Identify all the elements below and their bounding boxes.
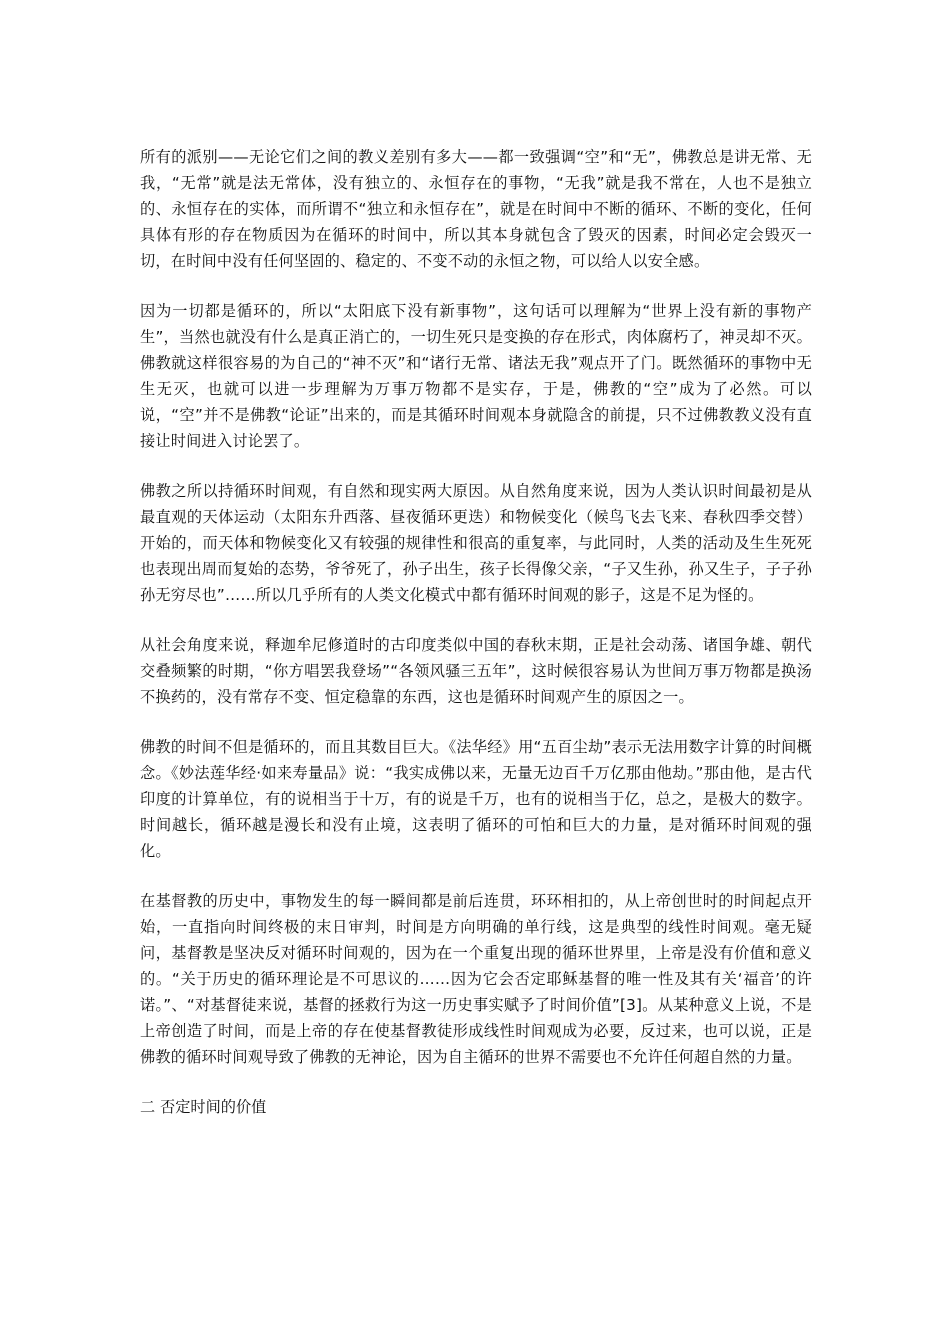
section-heading: 二 否定时间的价值: [140, 1098, 267, 1116]
paragraph-5: 佛教的时间不但是循环的，而且其数目巨大。《法华经》用“五百尘劫”表示无法用数字计算的时间概念。《妙法莲华经·如来寿量品》说：“我实成佛以来，无量无边百千万亿那由他劫。”那由他，是古代印度的计算单位，有的说相当于十万，有的说是千万，也有的说相当于亿，总之，是极大的数字。时间越长，循环越是漫长和没有止境，这表明了循环的可怕和巨大的力量，是对循环时间观的强化。: [140, 738, 812, 860]
document-body: [140, 144, 812, 1120]
paragraph-1: 所有的派别——无论它们之间的教义差别有多大——都一致强调“空”和“无”，佛教总是讲无常、无我，“无常”就是法无常体，没有独立的、永恒存在的事物，“无我”就是我不常在，人也不是独立的、永恒存在的实体，而所谓不“独立和永恒存在”，就是在时间中不断的循环、不断的变化，任何具体有形的存在物质因为在循环的时间中，所以其本身就包含了毁灭的因素，时间必定会毁灭一切，在时间中没有任何坚固的、稳定的、不变不动的永恒之物，可以给人以安全感。: [140, 148, 812, 270]
paragraph-3: 佛教之所以持循环时间观，有自然和现实两大原因。从自然角度来说，因为人类认识时间最初是从最直观的天体运动（太阳东升西落、昼夜循环更迭）和物候变化（候鸟飞去飞来、春秋四季交替）开始的，而天体和物候变化又有较强的规律性和很高的重复率，与此同时，人类的活动及生生死死也表现出周而复始的态势，爷爷死了，孙子出生，孩子长得像父亲，“子又生孙，孙又生子，子子孙孙无穷尽也”……所以几乎所有的人类文化模式中都有循环时间观的影子，这是不足为怪的。: [140, 482, 812, 604]
paragraph-4: 从社会角度来说，释迦牟尼修道时的古印度类似中国的春秋末期，正是社会动荡、诸国争雄、朝代交叠频繁的时期，“你方唱罢我登场”“各领风骚三五年”，这时候很容易认为世间万事万物都是换汤不换药的，没有常存不变、恒定稳靠的东西，这也是循环时间观产生的原因之一。: [140, 636, 812, 706]
paragraph-2: 因为一切都是循环的，所以“太阳底下没有新事物”，这句话可以理解为“世界上没有新的事物产生”，当然也就没有什么是真正消亡的，一切生死只是变换的存在形式，肉体腐朽了，神灵却不灭。佛教就这样很容易的为自己的“神不灭”和“诸行无常、诸法无我”观点开了门。既然循环的事物中无生无灭，也就可以进一步理解为万事万物都不是实存，于是，佛教的“空”成为了必然。可以说，“空”并不是佛教“论证”出来的，而是其循环时间观本身就隐含的前提，只不过佛教教义没有直接让时间进入讨论罢了。: [140, 302, 812, 450]
paragraph-6: 在基督教的历史中，事物发生的每一瞬间都是前后连贯，环环相扣的，从上帝创世时的时间起点开始，一直指向时间终极的末日审判，时间是方向明确的单行线，这是典型的线性时间观。毫无疑问，基督教是坚决反对循环时间观的，因为在一个重复出现的循环世界里，上帝是没有价值和意义的。“关于历史的循环理论是不可思议的……因为它会否定耶稣基督的唯一性及其有关‘福音’的许诺。”、“对基督徒来说，基督的拯救行为这一历史事实赋予了时间价值”[3]。从某种意义上说，不是上帝创造了时间，而是上帝的存在使基督教徒形成线性时间观成为必要，反过来，也可以说，正是佛教的循环时间观导致了佛教的无神论，因为自主循环的世界不需要也不允许任何超自然的力量。: [140, 892, 812, 1066]
